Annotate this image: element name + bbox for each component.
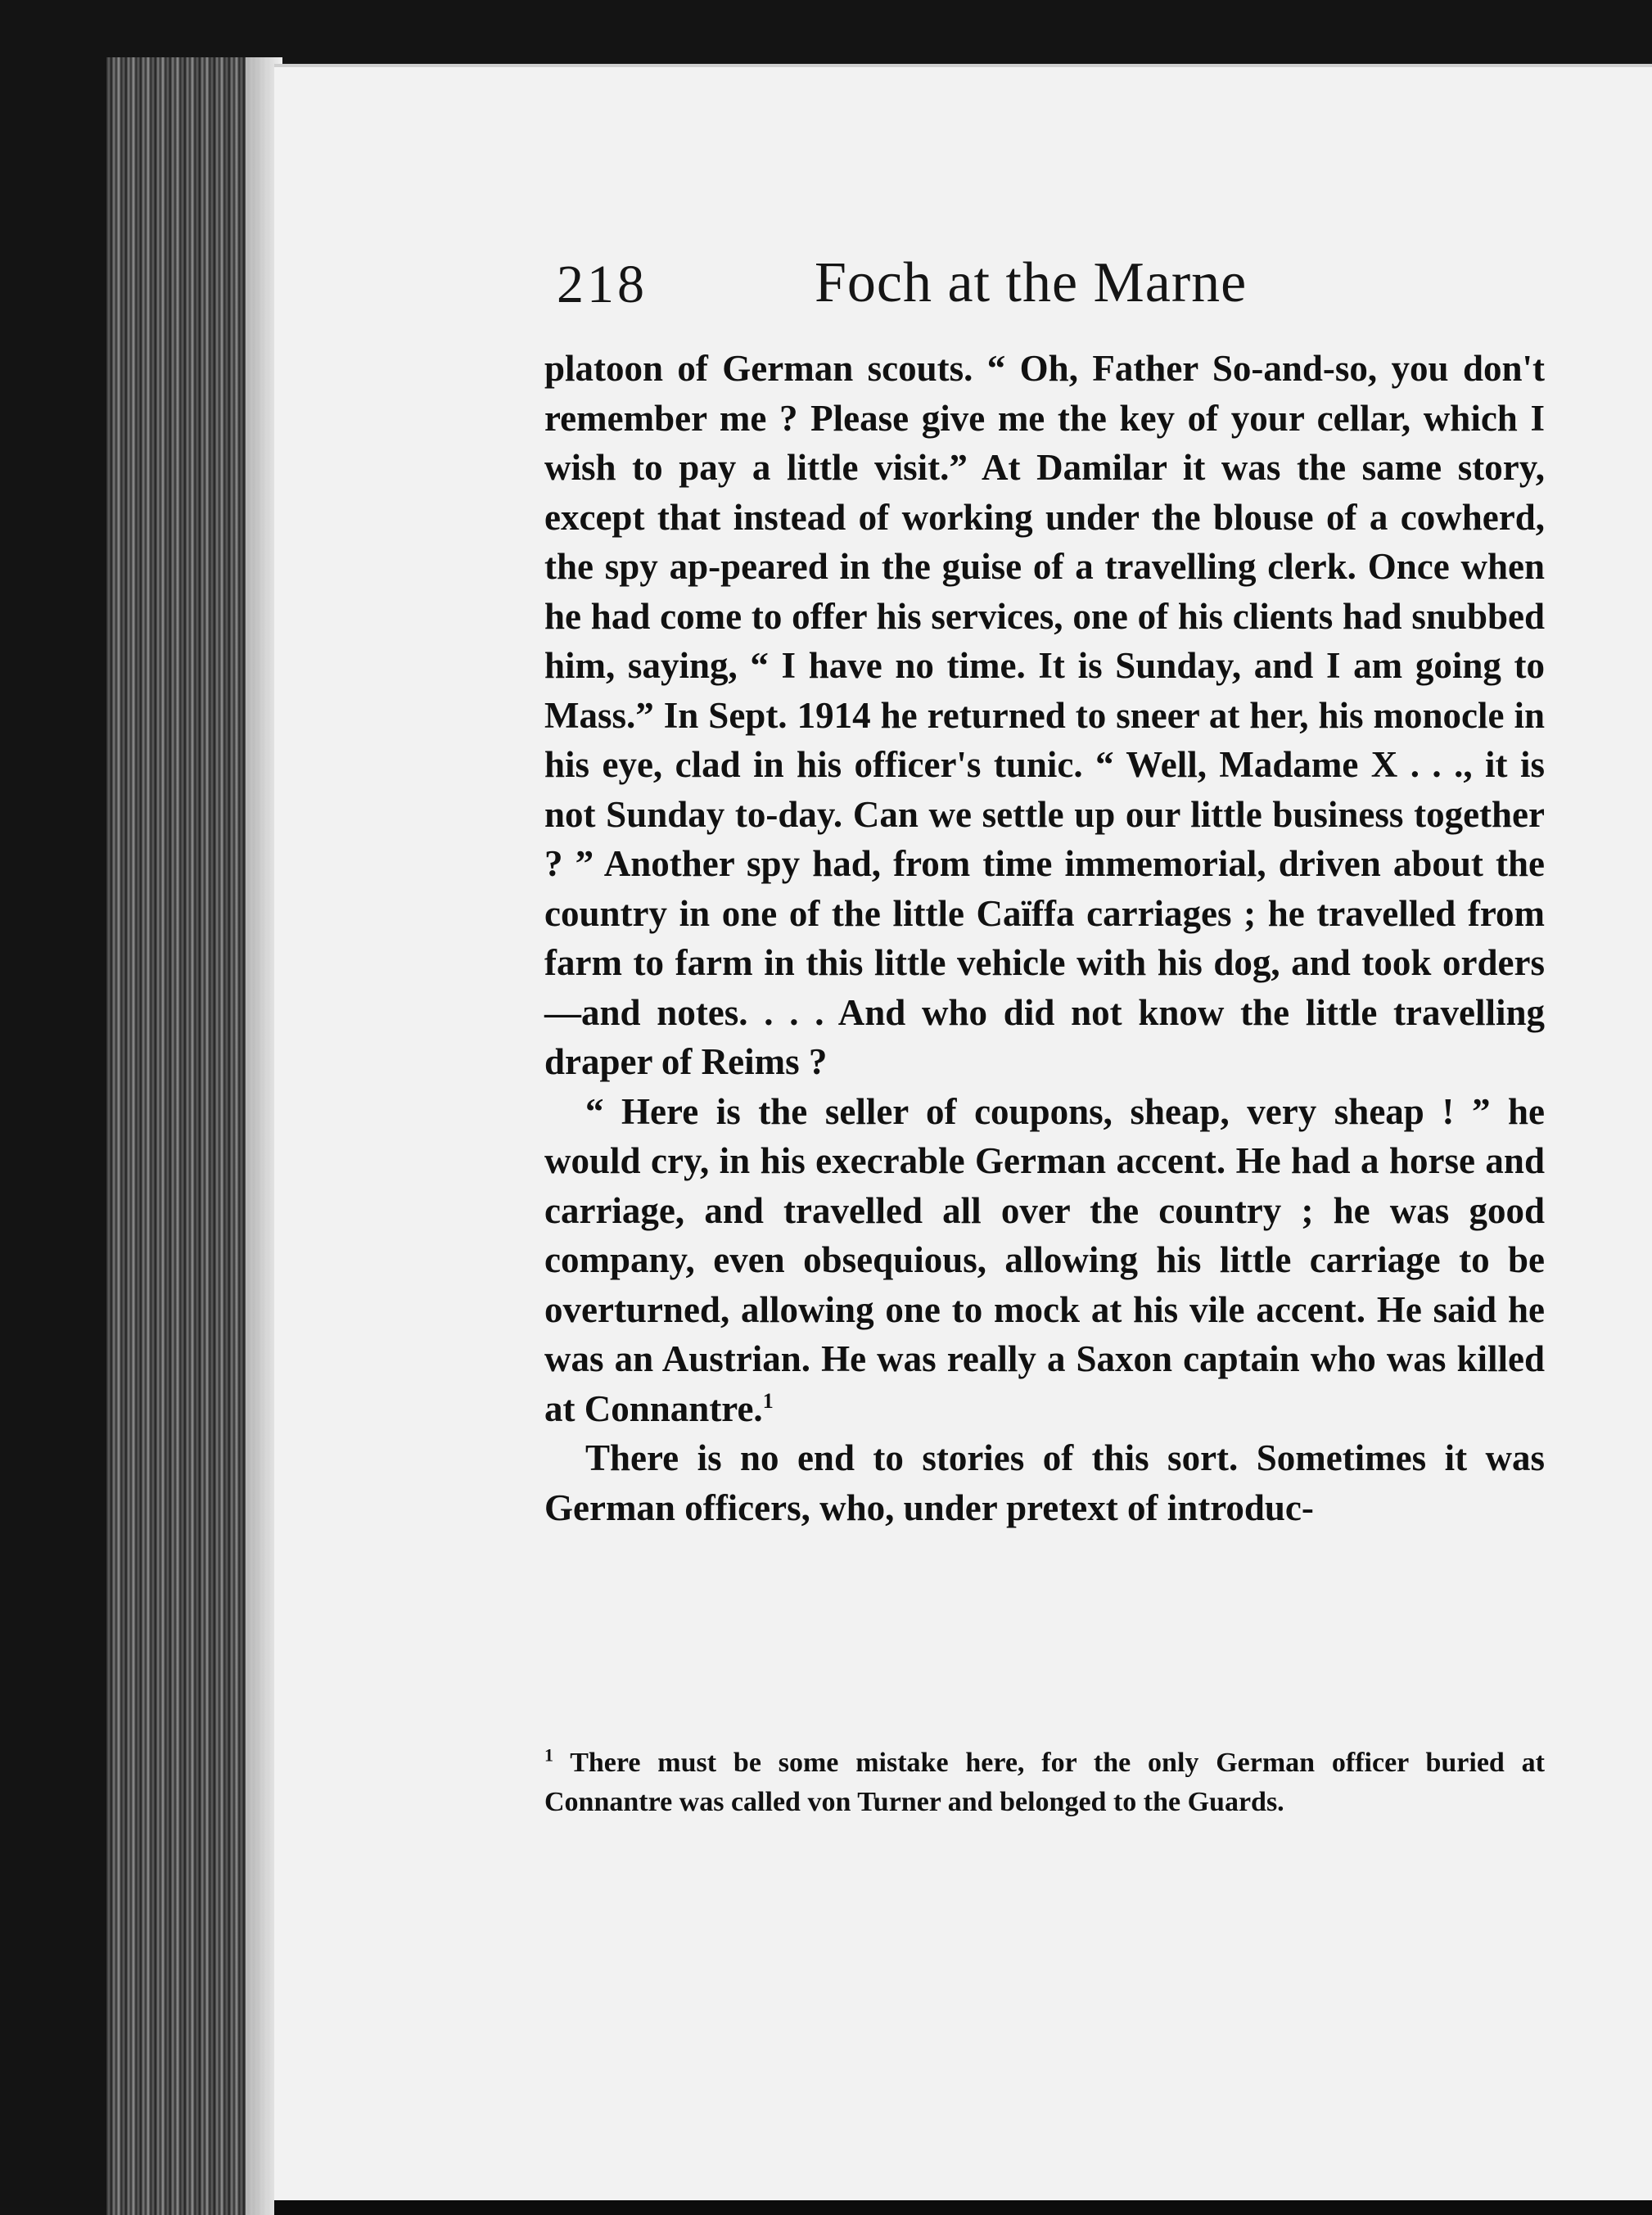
footnote-reference: 1 (762, 1388, 774, 1413)
paragraph-3: There is no end to stories of this sort. Sometimes it was German officers, who, under pretext of introduc- (544, 1437, 1545, 1528)
body-text (544, 344, 1545, 1532)
paragraph-1: platoon of German scouts. “ Oh, Father So-and-so, you don't remember me ? Please give me the key of your cellar, which I wish to pay a little visit.” At Damilar it was the same story, except that instead of working under the blouse of a cowherd, the spy ap-peared in the guise of a travelling clerk. Once when he had come to offer his services, one of his clients had snubbed him, saying, “ I have no time. It is Sunday, and I am going to Mass.” In Sept. 1914 he returned to sneer at her, his monocle in his eye, clad in his officer's tunic. “ Well, Madame X . . ., it is not Sunday to-day. Can we settle up our little business together ? ” Another spy had, from time immemorial, driven about the country in one of the little Caïffa carriages ; he travelled from farm to farm in this little vehicle with his dog, and took orders—and notes. . . . And who did not know the little travelling draper of Reims ? (544, 348, 1545, 1082)
scan-margin-artifacts (0, 262, 90, 999)
page-number: 218 (557, 255, 648, 314)
footnote (544, 1744, 1545, 1822)
scan-bottom-edge (274, 2200, 1652, 2215)
paragraph-2-text: “ Here is the seller of coupons, sheap, very sheap ! ” he would cry, in his execrable German accent. He had a horse and carriage, and travelled all over the country ; he was good company, even obsequious, allowing his little carriage to be overturned, allowing one to mock at his vile accent. He said he was an Austrian. He was really a Saxon captain who was killed at Connantre. (544, 1090, 1545, 1429)
running-title: Foch at the Marne (815, 251, 1248, 314)
running-head (557, 251, 1596, 336)
footnote-marker: 1 (544, 1744, 553, 1766)
footnote-text: There must be some mistake here, for the only German officer buried at Connantre was called von Turner and belonged to the Guards. (544, 1748, 1545, 1817)
paragraph-2 (544, 1087, 1545, 1434)
